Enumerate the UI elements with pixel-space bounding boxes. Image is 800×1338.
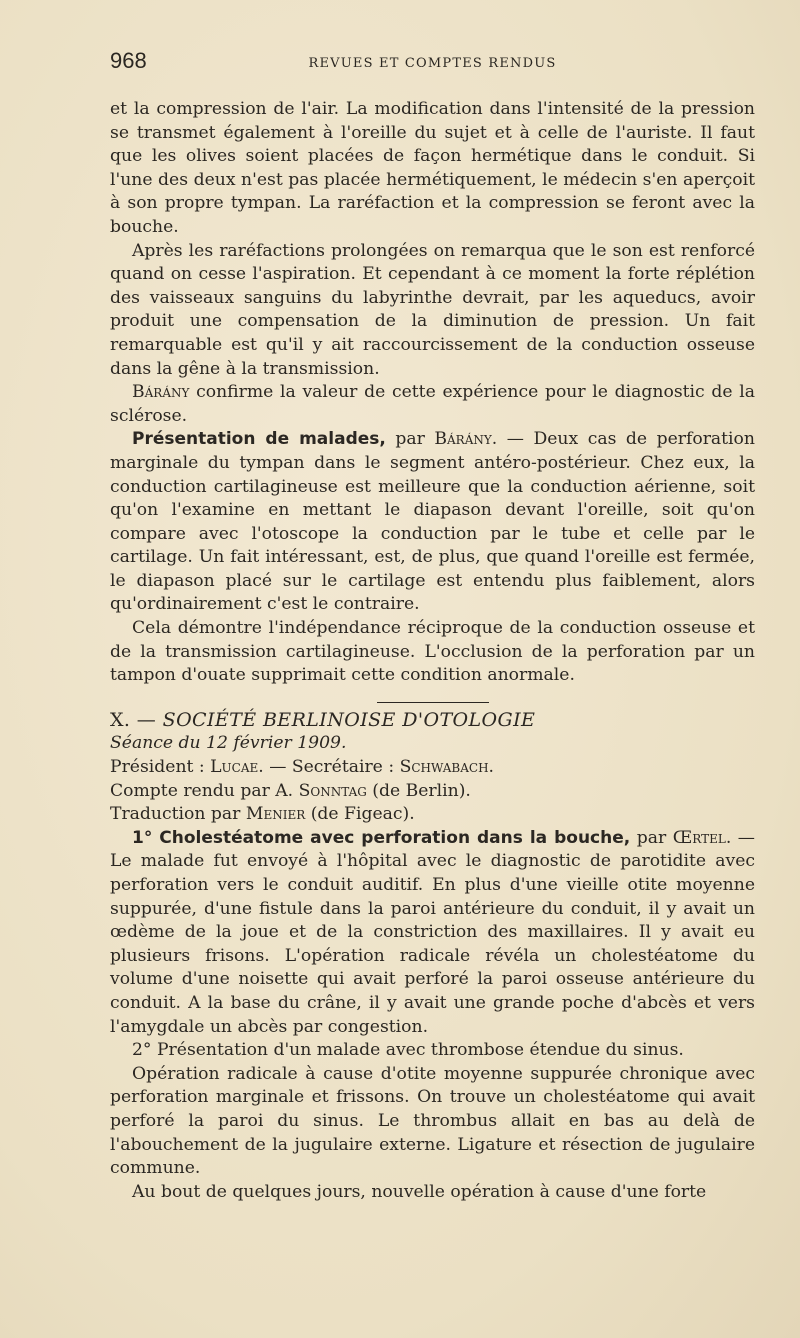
paragraph-3 [110,381,755,428]
officers-line [110,756,755,780]
translation-label: Traduction par [110,804,246,825]
paragraph-5: Cela démontre l'indépendance réciproque de la conduction osseuse et de la transmission cartilagineuse. L'occlusion de la perforation par un tampon d'ouate supprimait cette condition anormale. [110,618,755,686]
paragraph-text: confirme la valeur de cette expérience pour le diagnostic de la sclérose. [110,382,755,426]
page-header [110,48,755,78]
report-label: Compte rendu par A. [110,780,299,801]
punct: . [488,757,495,778]
report-origin: (de Berlin). [366,780,471,801]
section-number: X. — [110,708,163,731]
session-date: Séance du 12 février 1909. [110,733,347,754]
par-word: par [385,429,435,450]
section-divider [377,702,489,703]
author-name: Bárány [434,429,492,450]
section-title [110,709,755,733]
author-name: Bárány [132,382,190,403]
president-name: Lucae [210,757,259,778]
case-2-heading: 2° Présentation d'un malade avec thrombose étendue du sinus. [132,1040,684,1061]
paragraph-4 [110,428,755,617]
president-label: Président : [110,757,211,778]
case-1-heading: 1° Cholestéatome avec perforation dans la bouche, [132,827,631,848]
case-2-text: Opération radicale à cause d'otite moyenne suppurée chronique avec perforation marginale et frissons. On trouve un cholestéatome qui avait perforé la paroi du sinus. Le thrombus allait en bas au delà de l'abouchement de la jugulaire externe. Ligature et résection de jugulaire commune. [110,1063,755,1179]
section-title-text: SOCIÉTÉ BERLINOISE D'OTOLOGIE [162,708,536,731]
case-1 [110,827,755,1039]
translator-origin: (de Figeac). [305,804,415,825]
translation-line [110,803,755,827]
page-number: 968 [110,48,147,73]
secretary-label: . — Secrétaire : [258,757,400,778]
translator-name: Menier [245,804,306,825]
report-line [110,780,755,804]
page-body [110,98,755,1204]
paragraph-2: Après les raréfactions prolongées on remarqua que le son est renforcé quand on cesse l'aspiration. Et cependant à ce moment la forte réplétion des vaisseaux sanguins du labyrinthe devrait, par les aqueducs, avoir produit une compensation de la diminution de pression. Un fait remarquable est qu'il y ait raccourcissement de la conduction osseuse dans la gêne à la transmission. [110,240,755,379]
paragraph-1: et la compression de l'air. La modification dans l'intensité de la pression se transmet également à l'oreille du sujet et à celle de l'auriste. Il faut que les olives soient placées de façon hermétique dans le conduit. Si l'une des deux n'est pas placée hermétiquement, le médecin s'en aperçoit à son propre tympan. La raréfaction et la compression se feront avec la bouche. [110,99,755,237]
secretary-name: Schwabach [399,757,489,778]
case-1-text: . — Le malade fut envoyé à l'hôpital avec le diagnostic de parotidite avec perforation vers le conduit auditif. En plus d'une vieille otite moyenne suppurée, d'une fistule dans la paroi antérieure du conduit, il y avait un œdème de la joue et de la constriction des maxillaires. Il y avait eu plusieurs frisons. L'opération radicale révéla un cholestéatome du volume d'une noisette qui avait perforé la paroi osseuse antérieure du conduit. A la base du crâne, il y avait une grande poche d'abcès et vers l'amygdale un abcès par congestion. [110,827,755,1037]
last-line: Au bout de quelques jours, nouvelle opération à cause d'une forte [132,1181,707,1202]
paragraph-text: . — Deux cas de perforation marginale du tympan dans le segment antéro-postérieur. Chez eux, la conduction cartilagineuse est meilleure que la conduction aérienne, soit qu'on l'examine en mettant le diapason devant l'oreille, soit qu'on compare avec l'otoscope la conduction par le tube et celle par le cartilage. Un fait intéressant, est, de plus, que quand l'oreille est fermée, le diapason placé sur le cartilage est entendu plus faiblement, alors qu'ordinairement c'est le contraire. [110,429,755,615]
running-title: REVUES ET COMPTES RENDUS [308,56,557,71]
par-word: par [630,827,673,848]
reporter-name: Sonntag [298,780,367,801]
author-name: Œrtel [672,827,726,848]
bold-heading: Présentation de malades, [132,429,386,450]
